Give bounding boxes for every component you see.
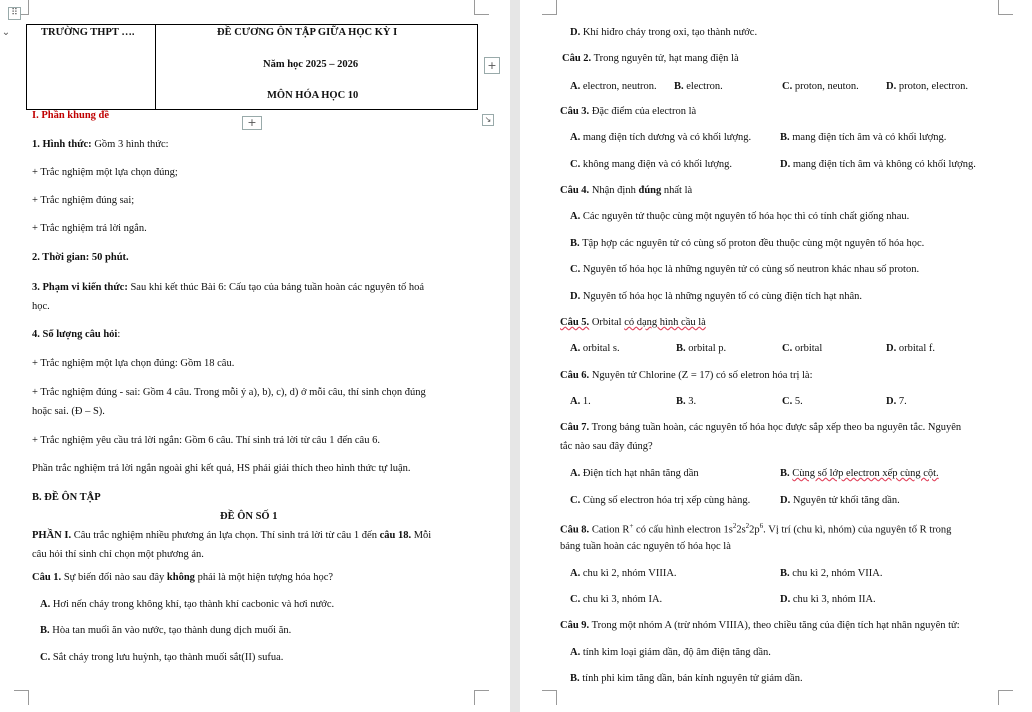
- question-1-text: Sự biến đổi nào sau đây: [61, 572, 167, 583]
- q2-option-c: [782, 80, 859, 93]
- q6-option-c: [782, 395, 803, 408]
- scope-line: [32, 281, 424, 294]
- option-text: mang điện tích âm và có khối lượng.: [792, 132, 947, 143]
- question-text: Trong nguyên tử, hạt mang điện là: [591, 53, 739, 64]
- question-7-cont: tắc nào sau đây đúng?: [560, 441, 653, 452]
- q7-option-b: [780, 467, 939, 480]
- question-6: [560, 369, 813, 382]
- option-text: proton, neuton.: [794, 81, 859, 92]
- option-label: B.: [780, 568, 790, 579]
- question-1-tail: phải là một hiện tượng hóa học?: [194, 572, 334, 583]
- q7-option-c: [570, 494, 750, 507]
- scope-label: 3. Phạm vi kiến thức:: [32, 282, 128, 293]
- q8-option-b: [780, 567, 882, 580]
- q7-option-a: [570, 467, 699, 480]
- option-label: C.: [570, 159, 581, 170]
- question-text: có cấu hình electron 1s: [633, 524, 733, 536]
- question-3: [560, 105, 696, 118]
- option-text: Điện tích hạt nhân tăng dần: [582, 468, 699, 479]
- time-line: 2. Thời gian: 50 phút.: [32, 252, 129, 263]
- option-text: 5.: [794, 396, 803, 407]
- q4-option-a: [570, 210, 909, 223]
- question-label: Câu 6.: [560, 370, 590, 381]
- option-label: B.: [674, 81, 684, 92]
- option-label: A.: [570, 81, 581, 92]
- format-text: Gồm 3 hình thức:: [91, 139, 169, 150]
- page-corner-mark: [998, 0, 1013, 15]
- q1-option-d: [570, 26, 757, 39]
- q4-option-b: [570, 237, 924, 250]
- option-text: chu kì 2, nhóm VIIA.: [792, 568, 883, 579]
- question-bold: đúng: [638, 185, 662, 196]
- question-text: Cation R: [589, 524, 630, 536]
- question-text: 2p: [749, 524, 760, 536]
- part1-instructions-cont: câu hỏi thí sinh chỉ chọn một phương án.: [32, 549, 204, 560]
- question-1: [32, 571, 333, 584]
- subject-name: MÔN HÓA HỌC 10: [267, 90, 359, 101]
- q2-option-a: [570, 80, 657, 93]
- q3-option-a: [570, 131, 751, 144]
- essay-note: Phần trắc nghiệm trả lời ngắn ngoài ghi kết quả, HS phải giải thích theo hình thức tự luận.: [32, 463, 411, 474]
- part1-tail: Mỗi: [411, 530, 432, 541]
- q5-option-c: [782, 342, 822, 355]
- option-label: D.: [886, 343, 897, 354]
- option-text: Nguyên tố hóa học là những nguyên tử có cùng số neutron khác nhau số proton.: [582, 264, 920, 275]
- format-item-2: + Trắc nghiệm đúng sai;: [32, 195, 135, 206]
- page-corner-mark: [542, 690, 557, 705]
- document-page-left: [0, 0, 510, 712]
- question-label: Câu 4.: [560, 185, 590, 196]
- option-text: tính kim loại giảm dần, độ âm điện tăng dần.: [582, 647, 771, 658]
- option-text: chu kì 3, nhóm IIA.: [792, 594, 876, 605]
- question-text: Trong bảng tuần hoàn, các nguyên tố hóa học được sắp xếp theo ba nguyên tắc. Nguyên: [589, 422, 962, 433]
- page-corner-mark: [998, 690, 1013, 705]
- document-title: ĐỀ CƯƠNG ÔN TẬP GIỮA HỌC KỲ I: [217, 27, 398, 38]
- question-text: Nhận định: [589, 185, 639, 196]
- section-title-framework: I. Phần khung đề: [32, 110, 110, 121]
- option-label: C.: [782, 343, 793, 354]
- option-label: D.: [886, 396, 897, 407]
- question-text: 2s: [736, 524, 746, 536]
- question-label: Câu 9.: [560, 620, 590, 631]
- question-label: Câu 8.: [560, 524, 590, 536]
- add-row-plus-icon[interactable]: +: [242, 116, 262, 130]
- header-table: [26, 24, 478, 110]
- count-item-2-cont: hoặc sai. (Đ – S).: [32, 406, 105, 417]
- exam-title: ĐỀ ÔN SỐ 1: [220, 511, 278, 522]
- option-label: B.: [570, 673, 580, 684]
- option-label: C.: [782, 81, 793, 92]
- option-text: Sắt cháy trong lưu huỳnh, tạo thành muối sắt(II) sufua.: [50, 652, 284, 663]
- school-name: TRƯỜNG THPT ….: [41, 27, 135, 38]
- option-label: C.: [570, 594, 581, 605]
- add-column-plus-icon[interactable]: +: [484, 57, 500, 74]
- option-label: A.: [570, 568, 581, 579]
- q9-option-a: [570, 646, 771, 659]
- option-text: electron.: [686, 81, 723, 92]
- q1-option-a: [40, 598, 334, 611]
- option-label: B.: [40, 625, 50, 636]
- question-text: . Vị trí (chu kì, nhóm) của nguyên tố R trong: [763, 524, 952, 536]
- question-5: [560, 316, 706, 329]
- question-label: Câu 2.: [562, 53, 592, 64]
- q2-option-b: [674, 80, 723, 93]
- question-tail: nhất là: [661, 185, 693, 196]
- school-year: Năm học 2025 – 2026: [263, 59, 359, 70]
- option-text: Hòa tan muối ăn vào nước, tạo thành dung dịch muối ăn.: [49, 625, 292, 636]
- q9-option-b: [570, 672, 803, 685]
- page-corner-mark: [474, 690, 489, 705]
- scope-line-cont: học.: [32, 301, 50, 312]
- option-text: Tập hợp các nguyên tử có cùng số proton đều thuộc cùng một nguyên tố hóa học.: [582, 238, 925, 249]
- option-label: C.: [40, 652, 51, 663]
- q8-option-c: [570, 593, 662, 606]
- question-text: Đặc điểm của electron là: [589, 106, 697, 117]
- document-page-right: [520, 0, 1032, 712]
- option-text: Nguyên tử khối tăng dần.: [792, 495, 900, 506]
- q3-option-c: [570, 158, 732, 171]
- option-label: A.: [570, 132, 581, 143]
- option-label: A.: [570, 647, 581, 658]
- option-text: orbital: [794, 343, 823, 354]
- option-label: D.: [780, 495, 791, 506]
- count-line: [32, 328, 120, 341]
- q6-option-b: [676, 395, 696, 408]
- question-label: Câu 3.: [560, 106, 590, 117]
- question-4: [560, 184, 692, 197]
- option-text: Cùng số electron hóa trị xếp cùng hàng.: [582, 495, 751, 506]
- question-9: [560, 619, 960, 632]
- q5-option-d: [886, 342, 935, 355]
- q1-option-c: [40, 651, 283, 664]
- table-resize-handle-icon[interactable]: ↘: [482, 114, 494, 126]
- superscript: 2: [745, 522, 750, 530]
- collapse-chevron-icon[interactable]: ⌄: [1, 27, 11, 38]
- option-label: D.: [780, 594, 791, 605]
- option-label: C.: [570, 264, 581, 275]
- q5-option-a: [570, 342, 620, 355]
- count-item-3: + Trắc nghiệm yêu cầu trả lời ngắn: Gồm 6 câu. Thí sinh trả lời từ câu 1 đến câu 6.: [32, 435, 380, 446]
- option-text: chu kì 3, nhóm IA.: [582, 594, 663, 605]
- option-label: D.: [886, 81, 897, 92]
- q3-option-b: [780, 131, 946, 144]
- format-label: 1. Hình thức:: [32, 139, 92, 150]
- question-text: Nguyên tử Chlorine (Z = 17) có số eletron hóa trị là:: [589, 370, 813, 381]
- format-item-1: + Trắc nghiệm một lựa chọn đúng;: [32, 167, 178, 178]
- option-label: A.: [40, 599, 51, 610]
- option-text: 7.: [898, 396, 907, 407]
- q3-option-d: [780, 158, 976, 171]
- option-label: B.: [676, 396, 686, 407]
- option-text: không mang điện và có khối lượng.: [582, 159, 733, 170]
- option-text: proton, electron.: [898, 81, 968, 92]
- question-1-bold: không: [166, 572, 195, 583]
- option-text: Hơi nến cháy trong không khí, tạo thành khí cacbonic và hơi nước.: [50, 599, 335, 610]
- q1-option-b: [40, 624, 291, 637]
- section-title-review: B. ĐỀ ÔN TẬP: [32, 492, 101, 503]
- q2-option-d: [886, 80, 968, 93]
- count-item-2: + Trắc nghiệm đúng - sai: Gồm 4 câu. Trong mỗi ý a), b), c), d) ở mỗi câu, thí sinh chọn đúng: [32, 387, 426, 398]
- option-label: C.: [570, 495, 581, 506]
- option-text: electron, neutron.: [582, 81, 657, 92]
- question-label: Câu 7.: [560, 422, 590, 433]
- question-text: Trong một nhóm A (trừ nhóm VIIIA), theo chiều tăng của điện tích hạt nhân nguyên tử:: [589, 620, 960, 631]
- option-text: tính phi kim tăng dần, bán kính nguyên tử giảm dần.: [582, 673, 803, 684]
- option-text: Khí hiđro cháy trong oxi, tạo thành nước.: [580, 27, 758, 38]
- option-label: A.: [570, 343, 581, 354]
- question-label: Câu 5.: [560, 317, 590, 328]
- count-colon: :: [117, 329, 121, 340]
- part1-label: PHẦN I.: [32, 530, 72, 541]
- scope-text: Sau khi kết thúc Bài 6: Cấu tạo của bảng tuần hoàn các nguyên tố hoá: [127, 282, 425, 293]
- count-label: 4. Số lượng câu hỏi: [32, 329, 118, 340]
- superscript: 2: [732, 522, 737, 530]
- format-line: [32, 138, 169, 151]
- page-corner-mark: [474, 0, 489, 15]
- option-text: 1.: [582, 396, 591, 407]
- superscript: +: [629, 522, 634, 530]
- option-text: 3.: [688, 396, 697, 407]
- option-label: B.: [780, 468, 790, 479]
- question-8: [560, 520, 951, 537]
- q8-option-a: [570, 567, 677, 580]
- option-label: D.: [570, 291, 581, 302]
- page-corner-mark: [542, 0, 557, 15]
- option-text: mang điện tích âm và không có khối lượng.: [792, 159, 976, 170]
- option-text: orbital s.: [582, 343, 620, 354]
- option-label: A.: [570, 396, 581, 407]
- part1-instructions: [32, 529, 431, 542]
- question-text: Orbital: [589, 317, 625, 328]
- count-item-1: + Trắc nghiệm một lựa chọn đúng: Gồm 18 câu.: [32, 358, 235, 369]
- option-text: orbital f.: [898, 343, 935, 354]
- q8-option-d: [780, 593, 876, 606]
- option-label: B.: [570, 238, 580, 249]
- question-8-cont: bảng tuần hoàn các nguyên tố hóa học là: [560, 541, 731, 552]
- table-move-handle-icon[interactable]: ⠿: [8, 7, 21, 20]
- option-text: orbital p.: [688, 343, 727, 354]
- option-text: mang điện tích dương và có khối lượng.: [582, 132, 752, 143]
- q4-option-d: [570, 290, 862, 303]
- option-label: D.: [780, 159, 791, 170]
- q7-option-d: [780, 494, 900, 507]
- question-7: [560, 421, 961, 434]
- option-label: A.: [570, 468, 581, 479]
- option-text: Nguyên tố hóa học là những nguyên tố có cùng điện tích hạt nhân.: [582, 291, 863, 302]
- q6-option-a: [570, 395, 591, 408]
- option-text: Cùng số lớp electron xếp cùng cột.: [792, 468, 939, 479]
- option-text: chu kì 2, nhóm VIIIA.: [582, 568, 677, 579]
- question-underlined: có dạng hình cầu là: [624, 317, 706, 328]
- option-text: Các nguyên tử thuộc cùng một nguyên tố hóa học thì có tính chất giống nhau.: [582, 211, 910, 222]
- table-divider: [155, 25, 156, 109]
- option-label: D.: [570, 27, 581, 38]
- option-label: B.: [780, 132, 790, 143]
- format-item-3: + Trắc nghiệm trả lời ngắn.: [32, 223, 147, 234]
- option-label: A.: [570, 211, 581, 222]
- page-corner-mark: [14, 690, 29, 705]
- part1-bold: câu 18.: [379, 530, 412, 541]
- option-label: C.: [782, 396, 793, 407]
- q4-option-c: [570, 263, 919, 276]
- option-label: B.: [676, 343, 686, 354]
- q6-option-d: [886, 395, 907, 408]
- superscript: 6: [759, 522, 764, 530]
- question-2: [562, 52, 739, 65]
- q5-option-b: [676, 342, 726, 355]
- question-1-label: Câu 1.: [32, 572, 62, 583]
- part1-text: Câu trắc nghiệm nhiều phương án lựa chọn. Thí sinh trả lời từ câu 1 đến: [71, 530, 380, 541]
